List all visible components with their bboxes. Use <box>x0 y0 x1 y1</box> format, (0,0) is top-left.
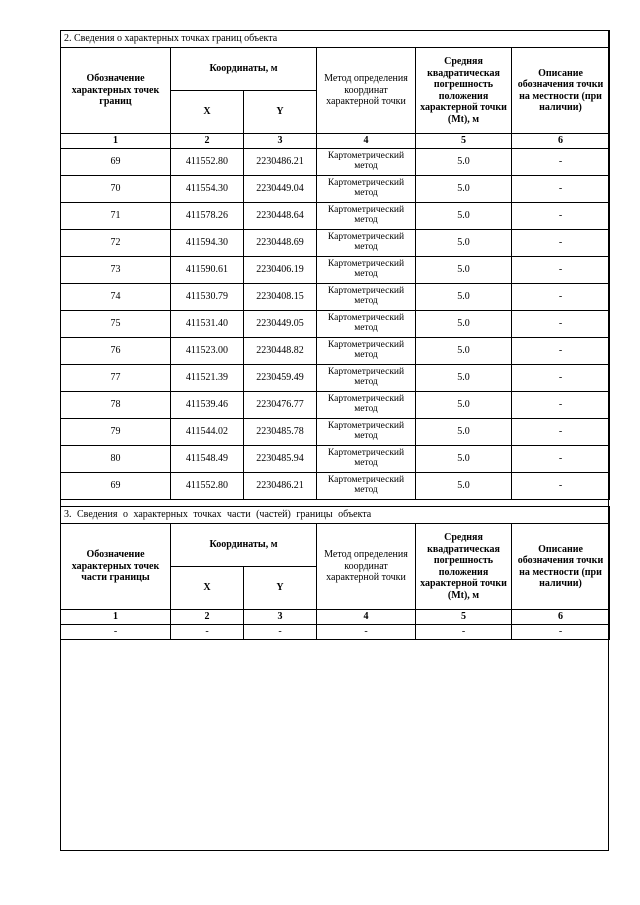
method-cell: Картометрический метод <box>317 473 416 500</box>
table-row <box>61 257 610 284</box>
y-cell: 2230485.78 <box>244 419 317 446</box>
mt-cell: 5.0 <box>416 446 512 473</box>
y-cell: 2230448.69 <box>244 230 317 257</box>
mt-cell: - <box>416 625 512 640</box>
table-row <box>61 149 610 176</box>
desc-cell: - <box>512 338 610 365</box>
mt-cell: 5.0 <box>416 284 512 311</box>
col-num: 1 <box>61 134 171 149</box>
method-cell: Картометрический метод <box>317 149 416 176</box>
mt-cell: 5.0 <box>416 338 512 365</box>
col-num: 1 <box>61 610 171 625</box>
x-cell: 411578.26 <box>171 203 244 230</box>
header-accuracy: Средняя квадратическая погрешность положения характерной точки (Mt), м <box>416 524 512 610</box>
table-row <box>61 365 610 392</box>
y-cell: 2230476.77 <box>244 392 317 419</box>
col-num: 3 <box>244 610 317 625</box>
mt-cell: 5.0 <box>416 176 512 203</box>
col-num: 4 <box>317 134 416 149</box>
mt-cell: 5.0 <box>416 473 512 500</box>
table-row <box>61 625 610 640</box>
mt-cell: 5.0 <box>416 230 512 257</box>
desc-cell: - <box>512 230 610 257</box>
y-cell: 2230485.94 <box>244 446 317 473</box>
desc-cell: - <box>512 392 610 419</box>
section-3-table <box>60 506 610 640</box>
point-cell: 76 <box>61 338 171 365</box>
table-row <box>61 203 610 230</box>
col-num: 3 <box>244 134 317 149</box>
desc-cell: - <box>512 257 610 284</box>
col-num: 6 <box>512 134 610 149</box>
desc-cell: - <box>512 311 610 338</box>
header-y: Y <box>244 91 317 134</box>
method-cell: Картометрический метод <box>317 176 416 203</box>
point-cell: 70 <box>61 176 171 203</box>
table-row <box>61 473 610 500</box>
method-cell: Картометрический метод <box>317 392 416 419</box>
x-cell: 411554.30 <box>171 176 244 203</box>
section-3-title: 3. Сведения о характерных точках части (частей) границы объекта <box>61 507 610 524</box>
x-cell: 411539.46 <box>171 392 244 419</box>
mt-cell: 5.0 <box>416 392 512 419</box>
header-coords: Координаты, м <box>171 48 317 91</box>
y-cell: 2230449.05 <box>244 311 317 338</box>
point-cell: - <box>61 625 171 640</box>
col-num: 5 <box>416 134 512 149</box>
table-row <box>61 284 610 311</box>
y-cell: 2230486.21 <box>244 149 317 176</box>
header-designation: Обозначение характерных точек границ <box>61 48 171 134</box>
point-cell: 80 <box>61 446 171 473</box>
desc-cell: - <box>512 203 610 230</box>
mt-cell: 5.0 <box>416 419 512 446</box>
x-cell: 411521.39 <box>171 365 244 392</box>
desc-cell: - <box>512 446 610 473</box>
desc-cell: - <box>512 176 610 203</box>
header-x: X <box>171 91 244 134</box>
x-cell: 411590.61 <box>171 257 244 284</box>
col-num: 4 <box>317 610 416 625</box>
method-cell: Картометрический метод <box>317 365 416 392</box>
x-cell: 411531.40 <box>171 311 244 338</box>
method-cell: Картометрический метод <box>317 203 416 230</box>
y-cell: 2230406.19 <box>244 257 317 284</box>
y-cell: 2230408.15 <box>244 284 317 311</box>
method-cell: Картометрический метод <box>317 446 416 473</box>
desc-cell: - <box>512 419 610 446</box>
point-cell: 78 <box>61 392 171 419</box>
header-x: X <box>171 567 244 610</box>
table-row <box>61 446 610 473</box>
x-cell: 411530.79 <box>171 284 244 311</box>
table-row <box>61 419 610 446</box>
x-cell: 411594.30 <box>171 230 244 257</box>
table-row <box>61 311 610 338</box>
section-2-table <box>60 30 610 500</box>
x-cell: 411552.80 <box>171 473 244 500</box>
x-cell: 411523.00 <box>171 338 244 365</box>
section-2-title: 2. Сведения о характерных точках границ объекта <box>61 31 610 48</box>
x-cell: 411544.02 <box>171 419 244 446</box>
y-cell: 2230486.21 <box>244 473 317 500</box>
method-cell: - <box>317 625 416 640</box>
method-cell: Картометрический метод <box>317 230 416 257</box>
header-y: Y <box>244 567 317 610</box>
desc-cell: - <box>512 625 610 640</box>
col-num: 2 <box>171 134 244 149</box>
header-designation: Обозначение характерных точек части границы <box>61 524 171 610</box>
header-accuracy: Средняя квадратическая погрешность положения характерной точки (Mt), м <box>416 48 512 134</box>
mt-cell: 5.0 <box>416 149 512 176</box>
header-description: Описание обозначения точки на местности (при наличии) <box>512 524 610 610</box>
method-cell: Картометрический метод <box>317 338 416 365</box>
desc-cell: - <box>512 365 610 392</box>
header-method: Метод определения координат характерной точки <box>317 524 416 610</box>
mt-cell: 5.0 <box>416 257 512 284</box>
x-cell: - <box>171 625 244 640</box>
desc-cell: - <box>512 473 610 500</box>
y-cell: 2230448.64 <box>244 203 317 230</box>
mt-cell: 5.0 <box>416 203 512 230</box>
mt-cell: 5.0 <box>416 365 512 392</box>
col-num: 6 <box>512 610 610 625</box>
point-cell: 69 <box>61 149 171 176</box>
x-cell: 411548.49 <box>171 446 244 473</box>
method-cell: Картометрический метод <box>317 311 416 338</box>
y-cell: 2230448.82 <box>244 338 317 365</box>
point-cell: 73 <box>61 257 171 284</box>
desc-cell: - <box>512 284 610 311</box>
point-cell: 74 <box>61 284 171 311</box>
y-cell: 2230449.04 <box>244 176 317 203</box>
x-cell: 411552.80 <box>171 149 244 176</box>
point-cell: 71 <box>61 203 171 230</box>
y-cell: 2230459.49 <box>244 365 317 392</box>
column-numbers-row <box>61 134 610 149</box>
point-cell: 72 <box>61 230 171 257</box>
table-row <box>61 230 610 257</box>
method-cell: Картометрический метод <box>317 257 416 284</box>
col-num: 5 <box>416 610 512 625</box>
table-row <box>61 338 610 365</box>
desc-cell: - <box>512 149 610 176</box>
point-cell: 79 <box>61 419 171 446</box>
method-cell: Картометрический метод <box>317 284 416 311</box>
col-num: 2 <box>171 610 244 625</box>
table-row <box>61 392 610 419</box>
method-cell: Картометрический метод <box>317 419 416 446</box>
column-numbers-row <box>61 610 610 625</box>
point-cell: 69 <box>61 473 171 500</box>
point-cell: 75 <box>61 311 171 338</box>
point-cell: 77 <box>61 365 171 392</box>
mt-cell: 5.0 <box>416 311 512 338</box>
header-method: Метод определения координат характерной точки <box>317 48 416 134</box>
table-row <box>61 176 610 203</box>
header-description: Описание обозначения точки на местности (при наличии) <box>512 48 610 134</box>
header-coords: Координаты, м <box>171 524 317 567</box>
y-cell: - <box>244 625 317 640</box>
